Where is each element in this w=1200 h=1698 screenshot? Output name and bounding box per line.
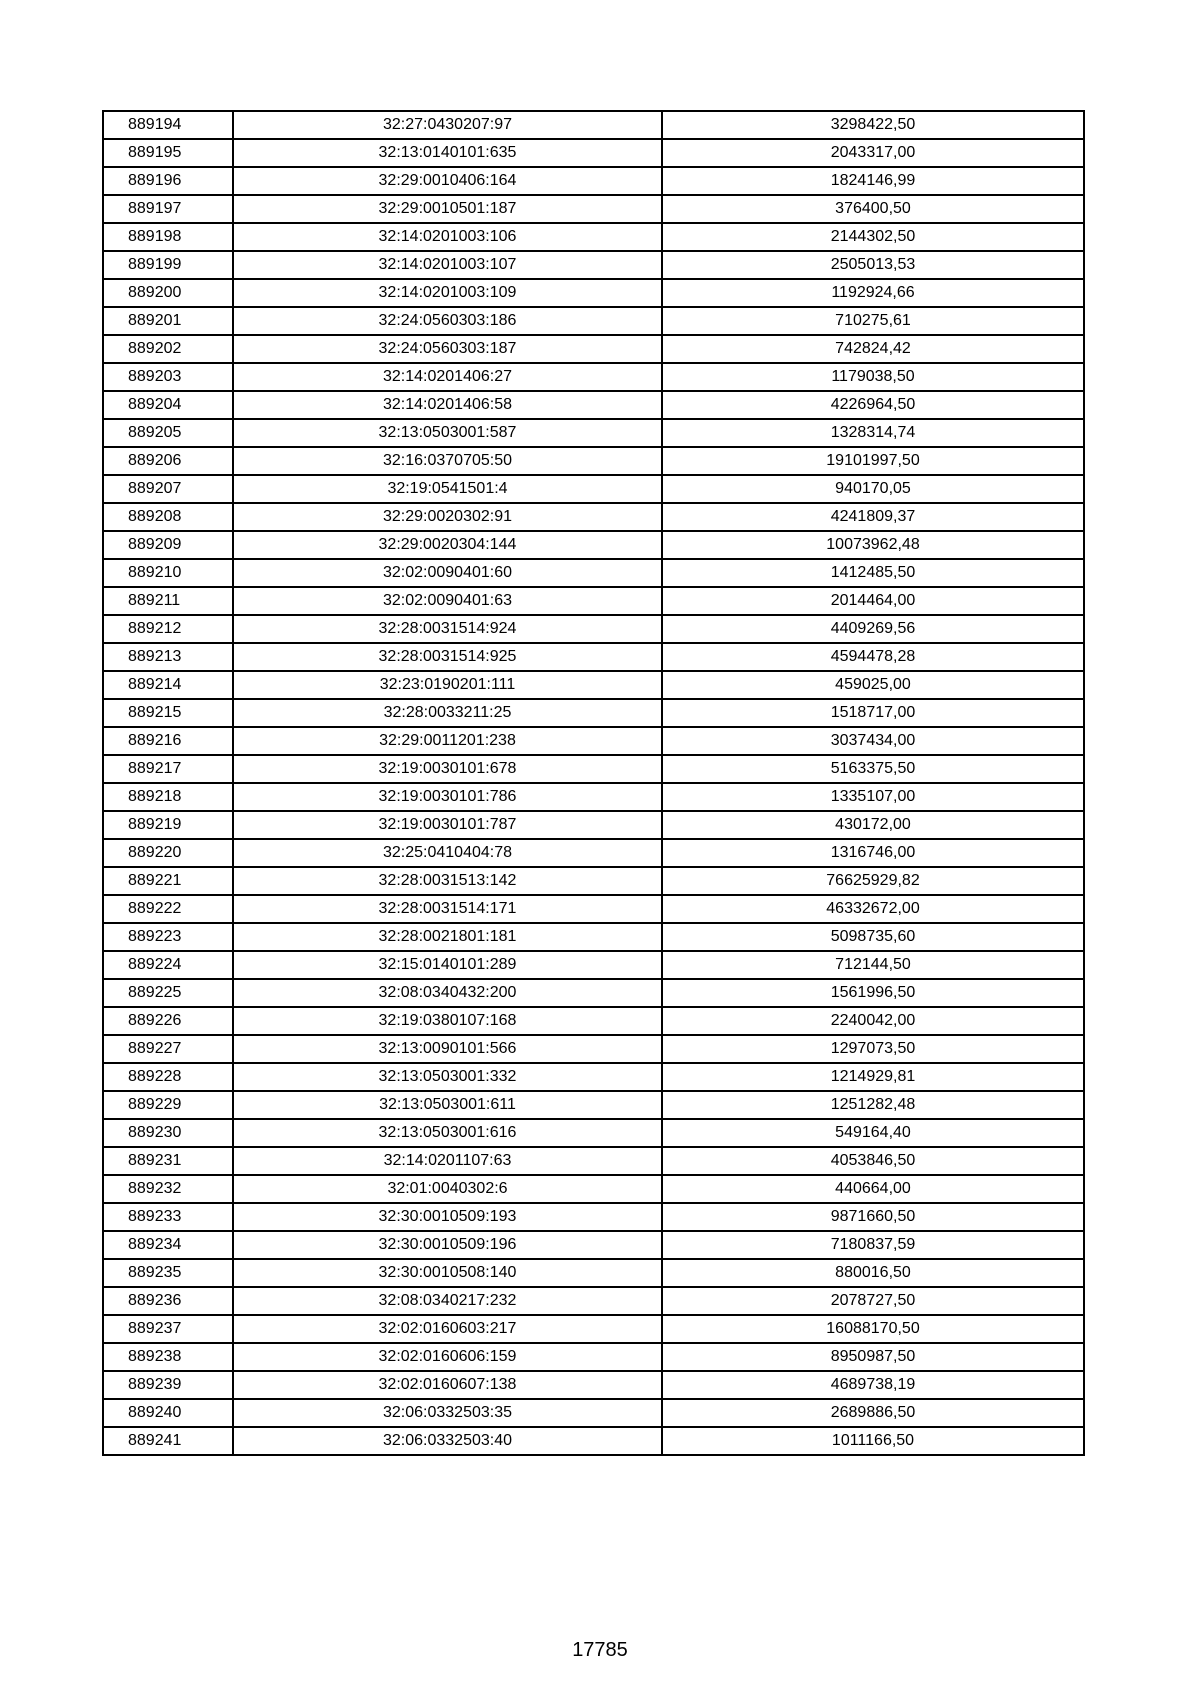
cadastral-number-cell: 32:06:0332503:35: [233, 1399, 662, 1427]
value-cell: 1214929,81: [662, 1063, 1084, 1091]
page-number: 17785: [572, 1639, 628, 1661]
value-cell: 1335107,00: [662, 783, 1084, 811]
value-cell: 1297073,50: [662, 1035, 1084, 1063]
row-id-cell: 889230: [103, 1119, 233, 1147]
row-id-cell: 889198: [103, 223, 233, 251]
table-row: [103, 923, 1084, 951]
value-cell: 1251282,48: [662, 1091, 1084, 1119]
table-row: [103, 615, 1084, 643]
cadastral-number-cell: 32:14:0201107:63: [233, 1147, 662, 1175]
row-id-cell: 889207: [103, 475, 233, 503]
cadastral-number-cell: 32:30:0010508:140: [233, 1259, 662, 1287]
value-cell: 710275,61: [662, 307, 1084, 335]
row-id-cell: 889237: [103, 1315, 233, 1343]
row-id-cell: 889195: [103, 139, 233, 167]
row-id-cell: 889224: [103, 951, 233, 979]
cadastral-number-cell: 32:30:0010509:193: [233, 1203, 662, 1231]
value-cell: 549164,40: [662, 1119, 1084, 1147]
cadastral-number-cell: 32:19:0030101:787: [233, 811, 662, 839]
table-row: [103, 1175, 1084, 1203]
cadastral-number-cell: 32:06:0332503:40: [233, 1427, 662, 1455]
row-id-cell: 889209: [103, 531, 233, 559]
row-id-cell: 889219: [103, 811, 233, 839]
cadastral-number-cell: 32:29:0020302:91: [233, 503, 662, 531]
table-row: [103, 1063, 1084, 1091]
value-cell: 4241809,37: [662, 503, 1084, 531]
value-cell: 5098735,60: [662, 923, 1084, 951]
value-cell: 4594478,28: [662, 643, 1084, 671]
value-cell: 1011166,50: [662, 1427, 1084, 1455]
table-row: [103, 755, 1084, 783]
row-id-cell: 889240: [103, 1399, 233, 1427]
value-cell: 2043317,00: [662, 139, 1084, 167]
cadastral-number-cell: 32:08:0340432:200: [233, 979, 662, 1007]
row-id-cell: 889233: [103, 1203, 233, 1231]
row-id-cell: 889221: [103, 867, 233, 895]
cadastral-number-cell: 32:30:0010509:196: [233, 1231, 662, 1259]
cadastral-number-cell: 32:02:0160603:217: [233, 1315, 662, 1343]
cadastral-number-cell: 32:13:0140101:635: [233, 139, 662, 167]
value-cell: 3037434,00: [662, 727, 1084, 755]
value-cell: 4689738,19: [662, 1371, 1084, 1399]
table-row: [103, 195, 1084, 223]
row-id-cell: 889232: [103, 1175, 233, 1203]
table-row: [103, 643, 1084, 671]
cadastral-number-cell: 32:13:0090101:566: [233, 1035, 662, 1063]
table-row: [103, 699, 1084, 727]
value-cell: 1192924,66: [662, 279, 1084, 307]
cadastral-number-cell: 32:02:0090401:60: [233, 559, 662, 587]
row-id-cell: 889210: [103, 559, 233, 587]
table-row: [103, 1091, 1084, 1119]
row-id-cell: 889212: [103, 615, 233, 643]
cadastral-number-cell: 32:19:0030101:786: [233, 783, 662, 811]
row-id-cell: 889238: [103, 1343, 233, 1371]
cadastral-number-cell: 32:28:0021801:181: [233, 923, 662, 951]
cadastral-number-cell: 32:15:0140101:289: [233, 951, 662, 979]
cadastral-number-cell: 32:02:0090401:63: [233, 587, 662, 615]
table-row: [103, 1399, 1084, 1427]
cadastral-number-cell: 32:25:0410404:78: [233, 839, 662, 867]
value-cell: 940170,05: [662, 475, 1084, 503]
row-id-cell: 889220: [103, 839, 233, 867]
table-row: [103, 447, 1084, 475]
cadastral-number-cell: 32:13:0503001:611: [233, 1091, 662, 1119]
table-row: [103, 503, 1084, 531]
value-cell: 16088170,50: [662, 1315, 1084, 1343]
value-cell: 1179038,50: [662, 363, 1084, 391]
value-cell: 9871660,50: [662, 1203, 1084, 1231]
table-row: [103, 727, 1084, 755]
cadastral-number-cell: 32:29:0010501:187: [233, 195, 662, 223]
cadastral-number-cell: 32:13:0503001:587: [233, 419, 662, 447]
value-cell: 2014464,00: [662, 587, 1084, 615]
value-cell: 2144302,50: [662, 223, 1084, 251]
table-row: [103, 251, 1084, 279]
row-id-cell: 889239: [103, 1371, 233, 1399]
table-row: [103, 783, 1084, 811]
value-cell: 1518717,00: [662, 699, 1084, 727]
table-row: [103, 1035, 1084, 1063]
row-id-cell: 889225: [103, 979, 233, 1007]
table-row: [103, 587, 1084, 615]
value-cell: 430172,00: [662, 811, 1084, 839]
row-id-cell: 889216: [103, 727, 233, 755]
table-row: [103, 1203, 1084, 1231]
value-cell: 46332672,00: [662, 895, 1084, 923]
cadastral-number-cell: 32:19:0541501:4: [233, 475, 662, 503]
table-row: [103, 811, 1084, 839]
row-id-cell: 889228: [103, 1063, 233, 1091]
value-cell: 3298422,50: [662, 111, 1084, 139]
value-cell: 1316746,00: [662, 839, 1084, 867]
table-row: [103, 1147, 1084, 1175]
row-id-cell: 889204: [103, 391, 233, 419]
row-id-cell: 889235: [103, 1259, 233, 1287]
row-id-cell: 889213: [103, 643, 233, 671]
value-cell: 1328314,74: [662, 419, 1084, 447]
table-row: [103, 335, 1084, 363]
cadastral-number-cell: 32:02:0160606:159: [233, 1343, 662, 1371]
cadastral-number-cell: 32:13:0503001:332: [233, 1063, 662, 1091]
cadastral-number-cell: 32:28:0033211:25: [233, 699, 662, 727]
cadastral-number-cell: 32:19:0030101:678: [233, 755, 662, 783]
cadastral-number-cell: 32:13:0503001:616: [233, 1119, 662, 1147]
value-cell: 1412485,50: [662, 559, 1084, 587]
row-id-cell: 889214: [103, 671, 233, 699]
table-row: [103, 475, 1084, 503]
table-row: [103, 307, 1084, 335]
cadastral-number-cell: 32:14:0201406:27: [233, 363, 662, 391]
cadastral-number-cell: 32:14:0201003:107: [233, 251, 662, 279]
value-cell: 8950987,50: [662, 1343, 1084, 1371]
value-cell: 76625929,82: [662, 867, 1084, 895]
table-row: [103, 979, 1084, 1007]
row-id-cell: 889234: [103, 1231, 233, 1259]
row-id-cell: 889227: [103, 1035, 233, 1063]
value-cell: 7180837,59: [662, 1231, 1084, 1259]
row-id-cell: 889203: [103, 363, 233, 391]
row-id-cell: 889208: [103, 503, 233, 531]
cadastral-number-cell: 32:28:0031514:925: [233, 643, 662, 671]
table-row: [103, 1427, 1084, 1455]
cadastral-number-cell: 32:28:0031514:171: [233, 895, 662, 923]
row-id-cell: 889201: [103, 307, 233, 335]
row-id-cell: 889200: [103, 279, 233, 307]
table-row: [103, 1371, 1084, 1399]
table-row: [103, 1231, 1084, 1259]
value-cell: 376400,50: [662, 195, 1084, 223]
value-cell: 712144,50: [662, 951, 1084, 979]
cadastral-number-cell: 32:23:0190201:111: [233, 671, 662, 699]
table-row: [103, 559, 1084, 587]
value-cell: 2078727,50: [662, 1287, 1084, 1315]
cadastral-number-cell: 32:24:0560303:186: [233, 307, 662, 335]
table-row: [103, 1343, 1084, 1371]
value-cell: 459025,00: [662, 671, 1084, 699]
table-row: [103, 951, 1084, 979]
table-row: [103, 419, 1084, 447]
value-cell: 1824146,99: [662, 167, 1084, 195]
row-id-cell: 889241: [103, 1427, 233, 1455]
cadastral-number-cell: 32:28:0031513:142: [233, 867, 662, 895]
table-row: [103, 391, 1084, 419]
cadastral-number-cell: 32:19:0380107:168: [233, 1007, 662, 1035]
table-row: [103, 1259, 1084, 1287]
row-id-cell: 889196: [103, 167, 233, 195]
cadastral-number-cell: 32:14:0201003:109: [233, 279, 662, 307]
value-cell: 2505013,53: [662, 251, 1084, 279]
row-id-cell: 889215: [103, 699, 233, 727]
cadastral-number-cell: 32:29:0010406:164: [233, 167, 662, 195]
table-row: [103, 223, 1084, 251]
row-id-cell: 889199: [103, 251, 233, 279]
table-row: [103, 1315, 1084, 1343]
value-cell: 4053846,50: [662, 1147, 1084, 1175]
cadastral-number-cell: 32:14:0201003:106: [233, 223, 662, 251]
row-id-cell: 889202: [103, 335, 233, 363]
row-id-cell: 889211: [103, 587, 233, 615]
row-id-cell: 889229: [103, 1091, 233, 1119]
cadastral-number-cell: 32:01:0040302:6: [233, 1175, 662, 1203]
table-row: [103, 279, 1084, 307]
table-row: [103, 895, 1084, 923]
row-id-cell: 889236: [103, 1287, 233, 1315]
row-id-cell: 889206: [103, 447, 233, 475]
table-row: [103, 139, 1084, 167]
cadastral-number-cell: 32:29:0011201:238: [233, 727, 662, 755]
value-cell: 440664,00: [662, 1175, 1084, 1203]
table-body: [103, 111, 1084, 1455]
table-row: [103, 363, 1084, 391]
cadastral-number-cell: 32:28:0031514:924: [233, 615, 662, 643]
table-row: [103, 1119, 1084, 1147]
value-cell: 10073962,48: [662, 531, 1084, 559]
table-row: [103, 867, 1084, 895]
table-row: [103, 1007, 1084, 1035]
value-cell: 5163375,50: [662, 755, 1084, 783]
table-row: [103, 671, 1084, 699]
cadastral-number-cell: 32:29:0020304:144: [233, 531, 662, 559]
row-id-cell: 889205: [103, 419, 233, 447]
value-cell: 742824,42: [662, 335, 1084, 363]
cadastral-number-cell: 32:27:0430207:97: [233, 111, 662, 139]
row-id-cell: 889194: [103, 111, 233, 139]
row-id-cell: 889222: [103, 895, 233, 923]
row-id-cell: 889223: [103, 923, 233, 951]
cadastral-number-cell: 32:16:0370705:50: [233, 447, 662, 475]
value-cell: 2240042,00: [662, 1007, 1084, 1035]
value-cell: 1561996,50: [662, 979, 1084, 1007]
table-row: [103, 839, 1084, 867]
cadastral-number-cell: 32:08:0340217:232: [233, 1287, 662, 1315]
value-cell: 880016,50: [662, 1259, 1084, 1287]
table-row: [103, 167, 1084, 195]
table-row: [103, 1287, 1084, 1315]
row-id-cell: 889217: [103, 755, 233, 783]
table-row: [103, 111, 1084, 139]
row-id-cell: 889218: [103, 783, 233, 811]
table-row: [103, 531, 1084, 559]
cadastral-number-cell: 32:24:0560303:187: [233, 335, 662, 363]
cadastral-number-cell: 32:02:0160607:138: [233, 1371, 662, 1399]
value-cell: 4226964,50: [662, 391, 1084, 419]
row-id-cell: 889231: [103, 1147, 233, 1175]
data-table: [102, 110, 1085, 1456]
value-cell: 2689886,50: [662, 1399, 1084, 1427]
row-id-cell: 889197: [103, 195, 233, 223]
value-cell: 19101997,50: [662, 447, 1084, 475]
row-id-cell: 889226: [103, 1007, 233, 1035]
value-cell: 4409269,56: [662, 615, 1084, 643]
cadastral-number-cell: 32:14:0201406:58: [233, 391, 662, 419]
